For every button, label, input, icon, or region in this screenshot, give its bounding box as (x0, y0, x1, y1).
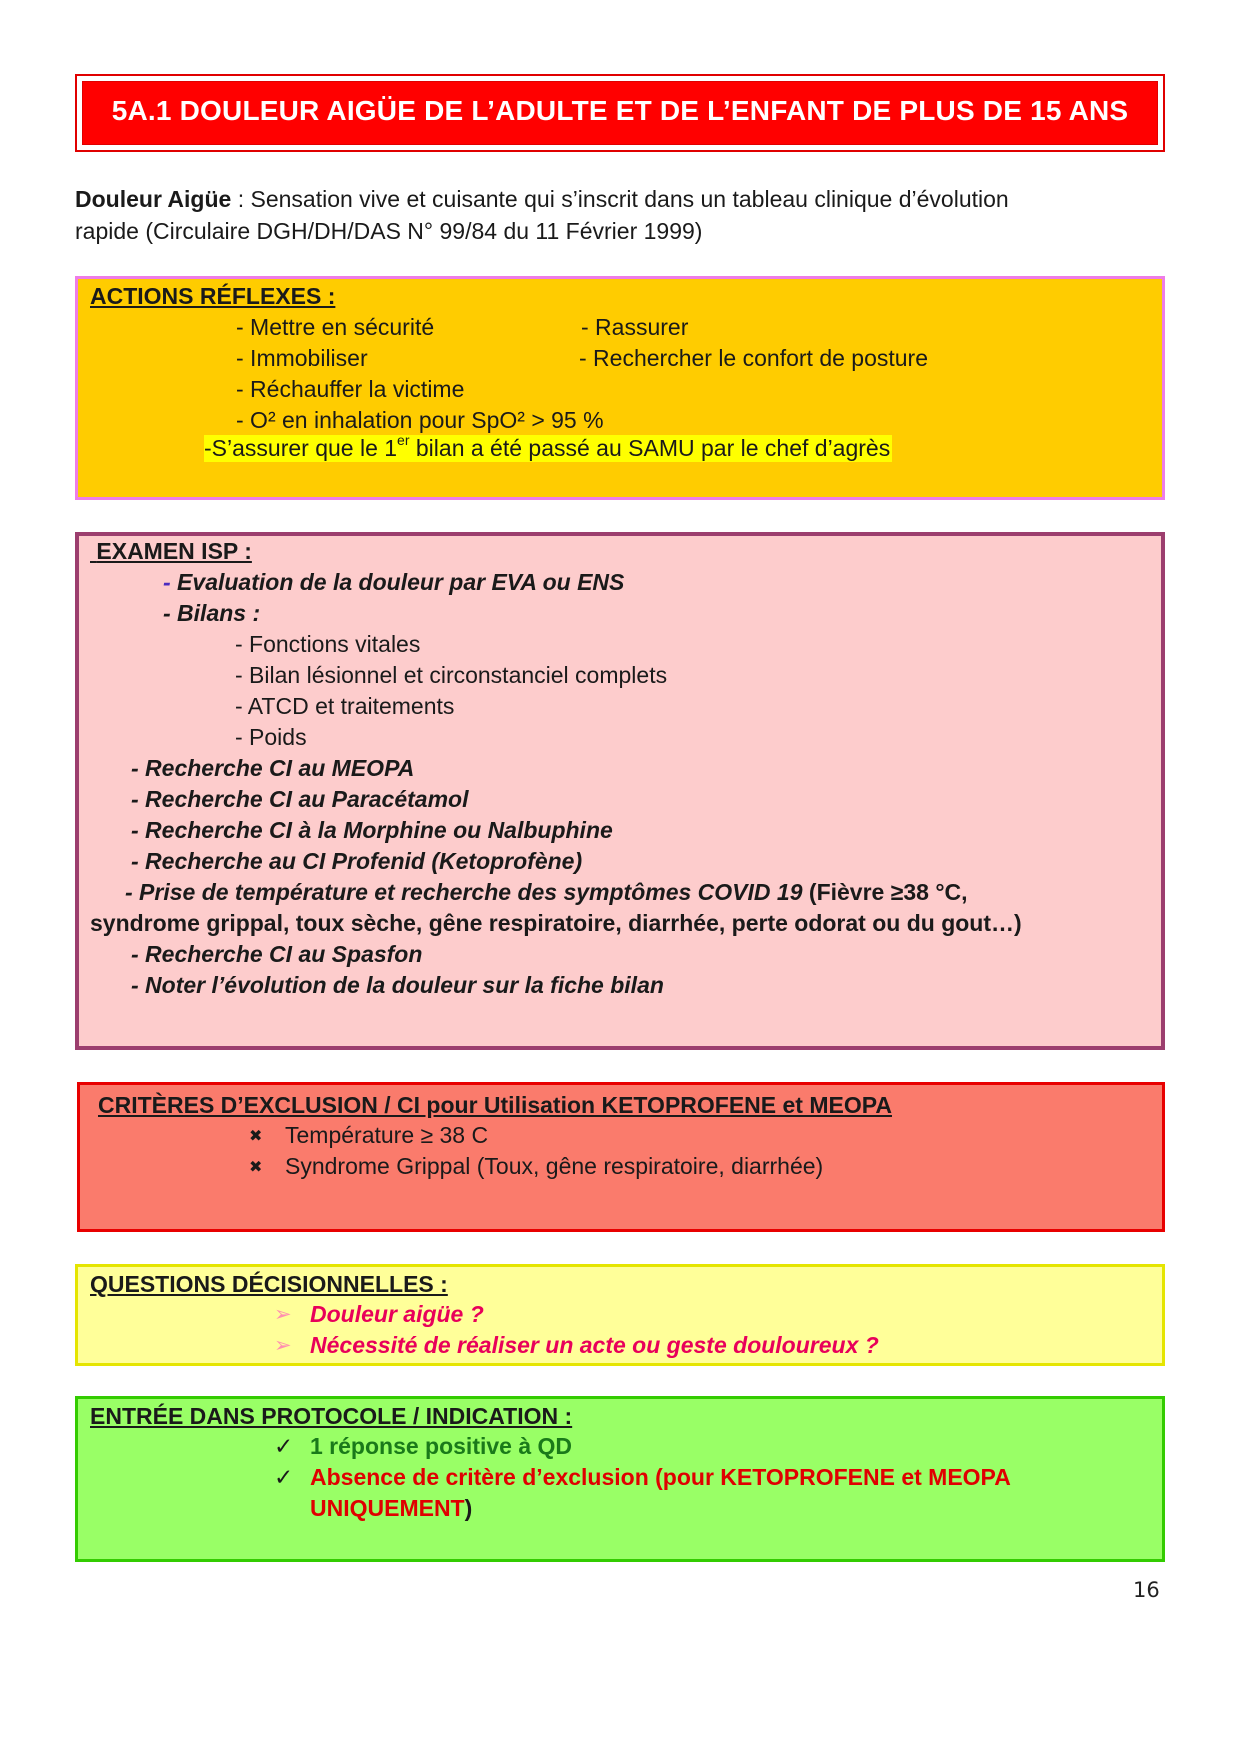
cross-icon: ✖ (249, 1159, 263, 1176)
actions-title: ACTIONS RÉFLEXES : (90, 283, 336, 309)
page-title: 5A.1 DOULEUR AIGÜE DE L’ADULTE ET DE L’ENFANT DE PLUS DE 15 ANS (111, 95, 1129, 126)
entree-protocole-box (75, 1396, 1165, 1562)
definition-line-1 (75, 183, 1155, 215)
bilan-item: - Poids (235, 724, 307, 750)
critere-item: Température ≥ 38 C (285, 1122, 489, 1148)
samu-highlight: -S’assurer que le 1er bilan a été passé au SAMU par le chef d’agrès (204, 432, 891, 461)
title-banner (82, 81, 1158, 145)
action-item: - Rechercher le confort de posture (579, 345, 929, 371)
action-item: - Rassurer (581, 314, 689, 340)
arrow-bullet-icon: ➢ (274, 1334, 292, 1357)
check-icon: ✓ (274, 1433, 294, 1459)
criteres-title: CRITÈRES D’EXCLUSION / CI pour Utilisation KETOPROFENE et MEOPA (98, 1092, 892, 1118)
definition (75, 183, 1155, 247)
examen-isp-box (75, 532, 1165, 1050)
definition-term: Douleur Aigüe (75, 186, 232, 212)
examen-eval: - Evaluation de la douleur par EVA ou ENS (163, 569, 625, 595)
actions-reflexes-box (75, 276, 1165, 500)
question-item: Nécessité de réaliser un acte ou geste douloureux ? (310, 1332, 879, 1358)
recherche-item: - Recherche CI au MEOPA (131, 755, 415, 781)
recherche-spasfon: - Recherche CI au Spasfon (131, 941, 423, 967)
examen-bilans: - Bilans : (163, 600, 261, 626)
criteres-exclusion-box (77, 1082, 1165, 1232)
covid-line-2: syndrome grippal, toux sèche, gêne respiratoire, diarrhée, perte odorat ou du gout…) (90, 910, 1022, 936)
check-icon: ✓ (274, 1464, 294, 1490)
recherche-item: - Recherche CI à la Morphine ou Nalbuphine (131, 817, 613, 843)
entree-item-2: Absence de critère d’exclusion (pour KETOPROFENE et MEOPA (310, 1464, 1011, 1490)
entree-item-2-cont: UNIQUEMENT) (310, 1495, 473, 1521)
entree-item-1: 1 réponse positive à QD (310, 1433, 573, 1459)
critere-item: Syndrome Grippal (Toux, gêne respiratoire, diarrhée) (285, 1153, 824, 1179)
definition-line-2: rapide (Circulaire DGH/DH/DAS N° 99/84 du 11 Février 1999) (75, 218, 703, 244)
noter-evolution: - Noter l’évolution de la douleur sur la fiche bilan (131, 972, 664, 998)
page-number: 16 (1133, 1578, 1160, 1602)
entree-title: ENTRÉE DANS PROTOCOLE / INDICATION : (90, 1403, 573, 1429)
action-item: - Immobiliser (236, 345, 368, 371)
title-frame (75, 74, 1165, 152)
bilan-item: - Fonctions vitales (235, 631, 421, 657)
bilan-item: - ATCD et traitements (235, 693, 455, 719)
question-item: Douleur aigüe ? (310, 1301, 484, 1327)
definition-text: : Sensation vive et cuisante qui s’inscrit dans un tableau clinique d’évolution (231, 186, 1009, 212)
action-item: - Mettre en sécurité (236, 314, 435, 340)
action-item: - Réchauffer la victime (236, 376, 465, 402)
cross-icon: ✖ (249, 1128, 263, 1145)
action-item: - O² en inhalation pour SpO² > 95 % (236, 407, 604, 433)
questions-title: QUESTIONS DÉCISIONNELLES : (90, 1271, 448, 1297)
covid-line-1: - Prise de température et recherche des symptômes COVID 19 (Fièvre ≥38 °C, (125, 879, 968, 905)
recherche-item: - Recherche CI au Paracétamol (131, 786, 469, 812)
questions-box (75, 1264, 1165, 1366)
arrow-bullet-icon: ➢ (274, 1303, 292, 1326)
examen-title: EXAMEN ISP : (96, 538, 252, 564)
recherche-item: - Recherche au CI Profenid (Ketoprofène) (131, 848, 583, 874)
bilan-item: - Bilan lésionnel et circonstanciel complets (235, 662, 668, 688)
